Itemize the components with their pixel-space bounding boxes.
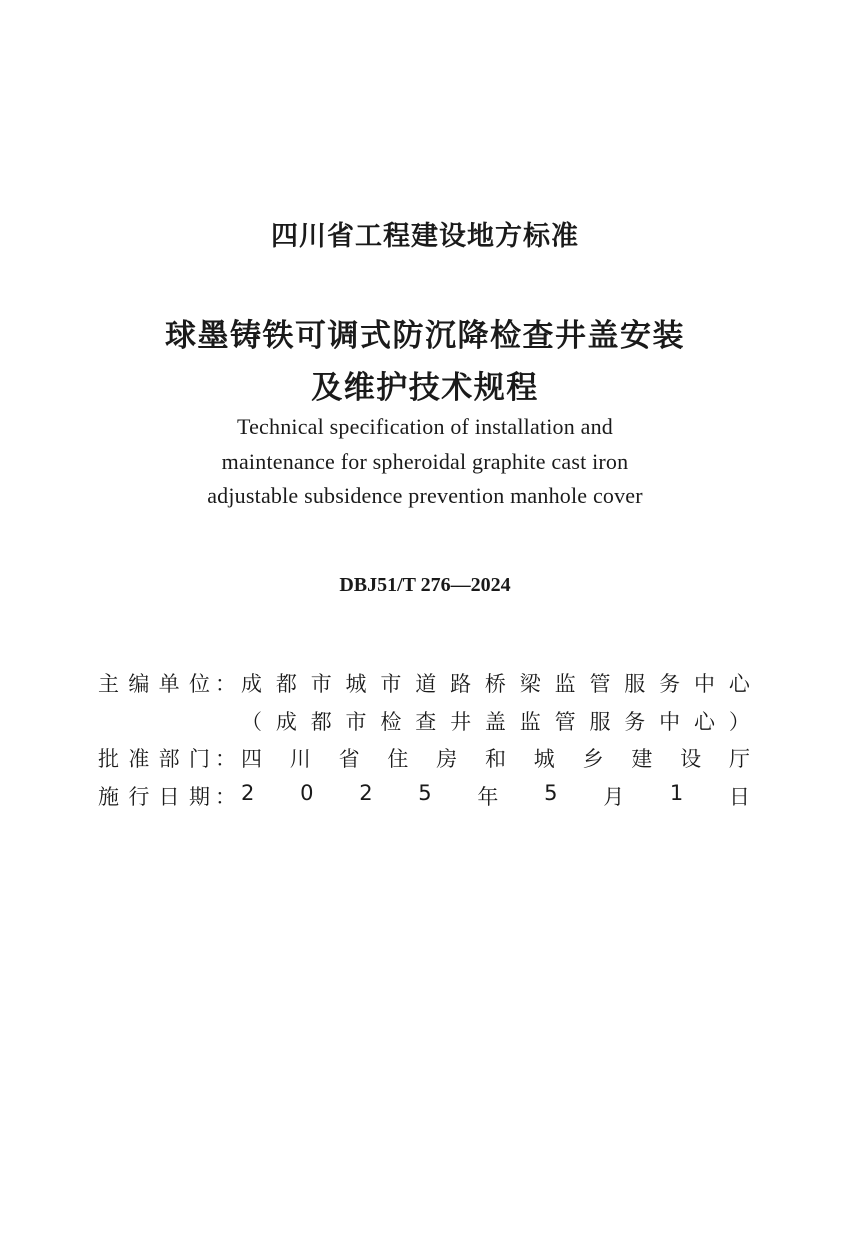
title-chinese-line-2: 及维护技术规程 [311,370,539,406]
char: 编 [128,672,150,696]
char: 道 [415,672,437,696]
char: 门 [188,747,210,771]
title-english-line-2: maintenance for spheroidal graphite cast iron [221,449,629,474]
char: 乡 [582,747,604,771]
char: 检 [380,710,402,734]
info-row-effective-date [98,781,750,811]
char: 日 [729,785,750,809]
char: 务 [659,672,681,696]
char: 省 [338,747,360,771]
char: 城 [533,747,555,771]
char: 管 [589,672,611,696]
char: 月 [603,785,625,809]
char: 5 [544,781,558,805]
title-english-line-3: adjustable subsidence prevention manhole cover [207,483,643,508]
char: 建 [631,747,653,771]
char: 川 [289,747,311,771]
char: 管 [554,710,576,734]
char: 都 [275,672,297,696]
char: 市 [310,672,332,696]
series-title: 四川省工程建设地方标准 [271,221,579,252]
char: 城 [345,672,367,696]
title-english-line-1: Technical specification of installation and [236,414,614,439]
char: 市 [380,672,402,696]
char: 年 [477,785,499,809]
char: 位 [188,672,210,696]
char: 主 [98,672,119,696]
char: 0 [300,781,314,805]
standard-code: DBJ51/T 276—2024 [339,574,511,596]
char: 四 [241,747,262,771]
char: 单 [158,672,180,696]
editor-label [98,668,210,698]
char: 查 [415,710,437,734]
char: 中 [693,672,715,696]
char: 成 [275,710,297,734]
char: 设 [680,747,702,771]
char: 房 [436,747,458,771]
char: 监 [554,672,576,696]
char: ） [728,710,750,734]
char: 梁 [519,672,541,696]
char: 心 [728,672,750,696]
char: 5 [418,781,432,805]
char: 盖 [484,710,506,734]
info-row-editor-alt [98,706,750,736]
char: 住 [387,747,409,771]
char: 施 [98,785,119,809]
char: 期 [188,785,210,809]
char: 厅 [728,747,750,771]
editor-colon: ： [215,672,236,696]
editor-alt-value [241,706,750,736]
approver-colon: ： [215,747,236,771]
char: 准 [128,747,150,771]
char: 路 [450,672,472,696]
char: 市 [345,710,367,734]
approver-label [98,743,210,773]
char: 中 [659,710,681,734]
char: 桥 [484,672,506,696]
char: 2 [359,781,373,805]
effective-date-colon: ： [215,785,236,809]
char: 1 [669,781,684,805]
title-chinese-line-1: 球墨铸铁可调式防沉降检查井盖安装 [165,318,685,354]
char: 成 [241,672,262,696]
info-row-approver [98,743,750,773]
editor-value [241,668,750,698]
char: 和 [484,747,506,771]
char: 务 [624,710,646,734]
char: （ [241,710,262,734]
char: 日 [158,785,180,809]
info-row-editor [98,668,750,698]
char: 都 [310,710,332,734]
char: 服 [624,672,646,696]
char: 监 [519,710,541,734]
char: 批 [98,747,119,771]
effective-date-value [241,781,750,811]
char: 井 [450,710,472,734]
char: 2 [241,781,255,805]
effective-date-label [98,781,210,811]
char: 部 [158,747,180,771]
char: 行 [128,785,150,809]
approver-value [241,743,750,773]
char: 心 [693,710,715,734]
char: 服 [589,710,611,734]
